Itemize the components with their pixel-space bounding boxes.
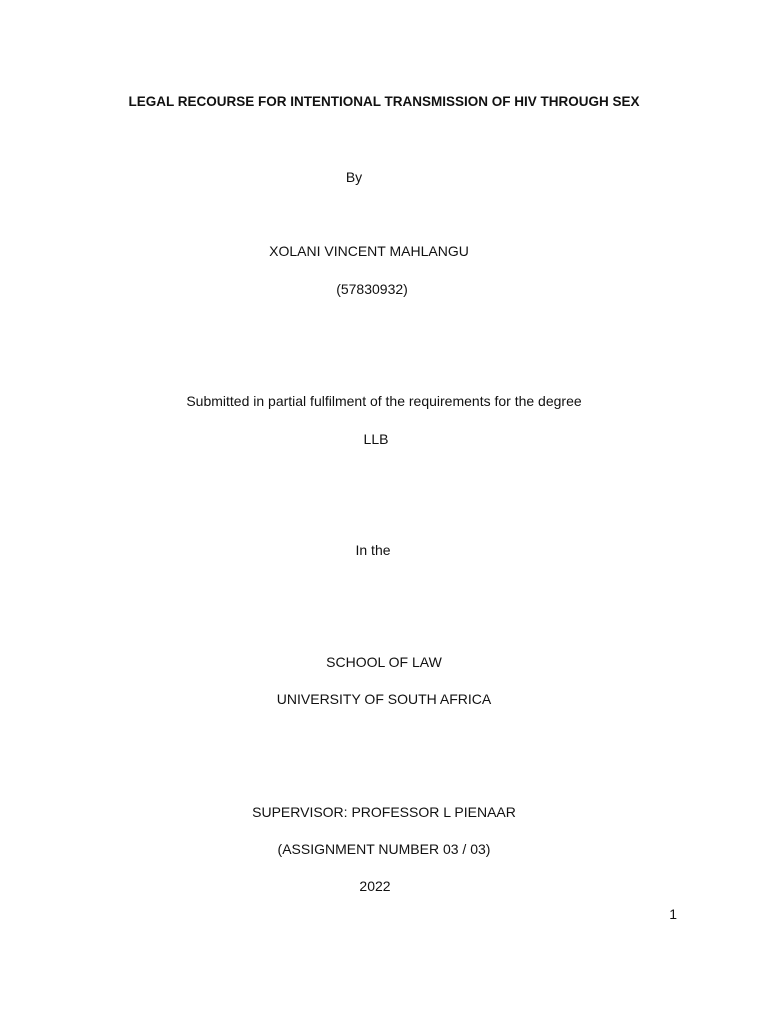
school-name: SCHOOL OF LAW <box>326 654 442 670</box>
assignment-number: (ASSIGNMENT NUMBER 03 / 03) <box>277 841 491 857</box>
submission-statement: Submitted in partial fulfilment of the requirements for the degree <box>186 393 582 409</box>
university-name: UNIVERSITY OF SOUTH AFRICA <box>276 691 492 707</box>
by-label: By <box>345 169 363 185</box>
degree: LLB <box>363 431 389 447</box>
supervisor: SUPERVISOR: PROFESSOR L PIENAAR <box>252 804 516 820</box>
in-the-label: In the <box>355 542 391 558</box>
year: 2022 <box>359 878 391 894</box>
page-number: 1 <box>669 906 677 922</box>
document-title: LEGAL RECOURSE FOR INTENTIONAL TRANSMISSION OF HIV THROUGH SEX <box>128 94 640 109</box>
student-number: (57830932) <box>336 281 408 297</box>
author-name: XOLANI VINCENT MAHLANGU <box>269 243 469 259</box>
